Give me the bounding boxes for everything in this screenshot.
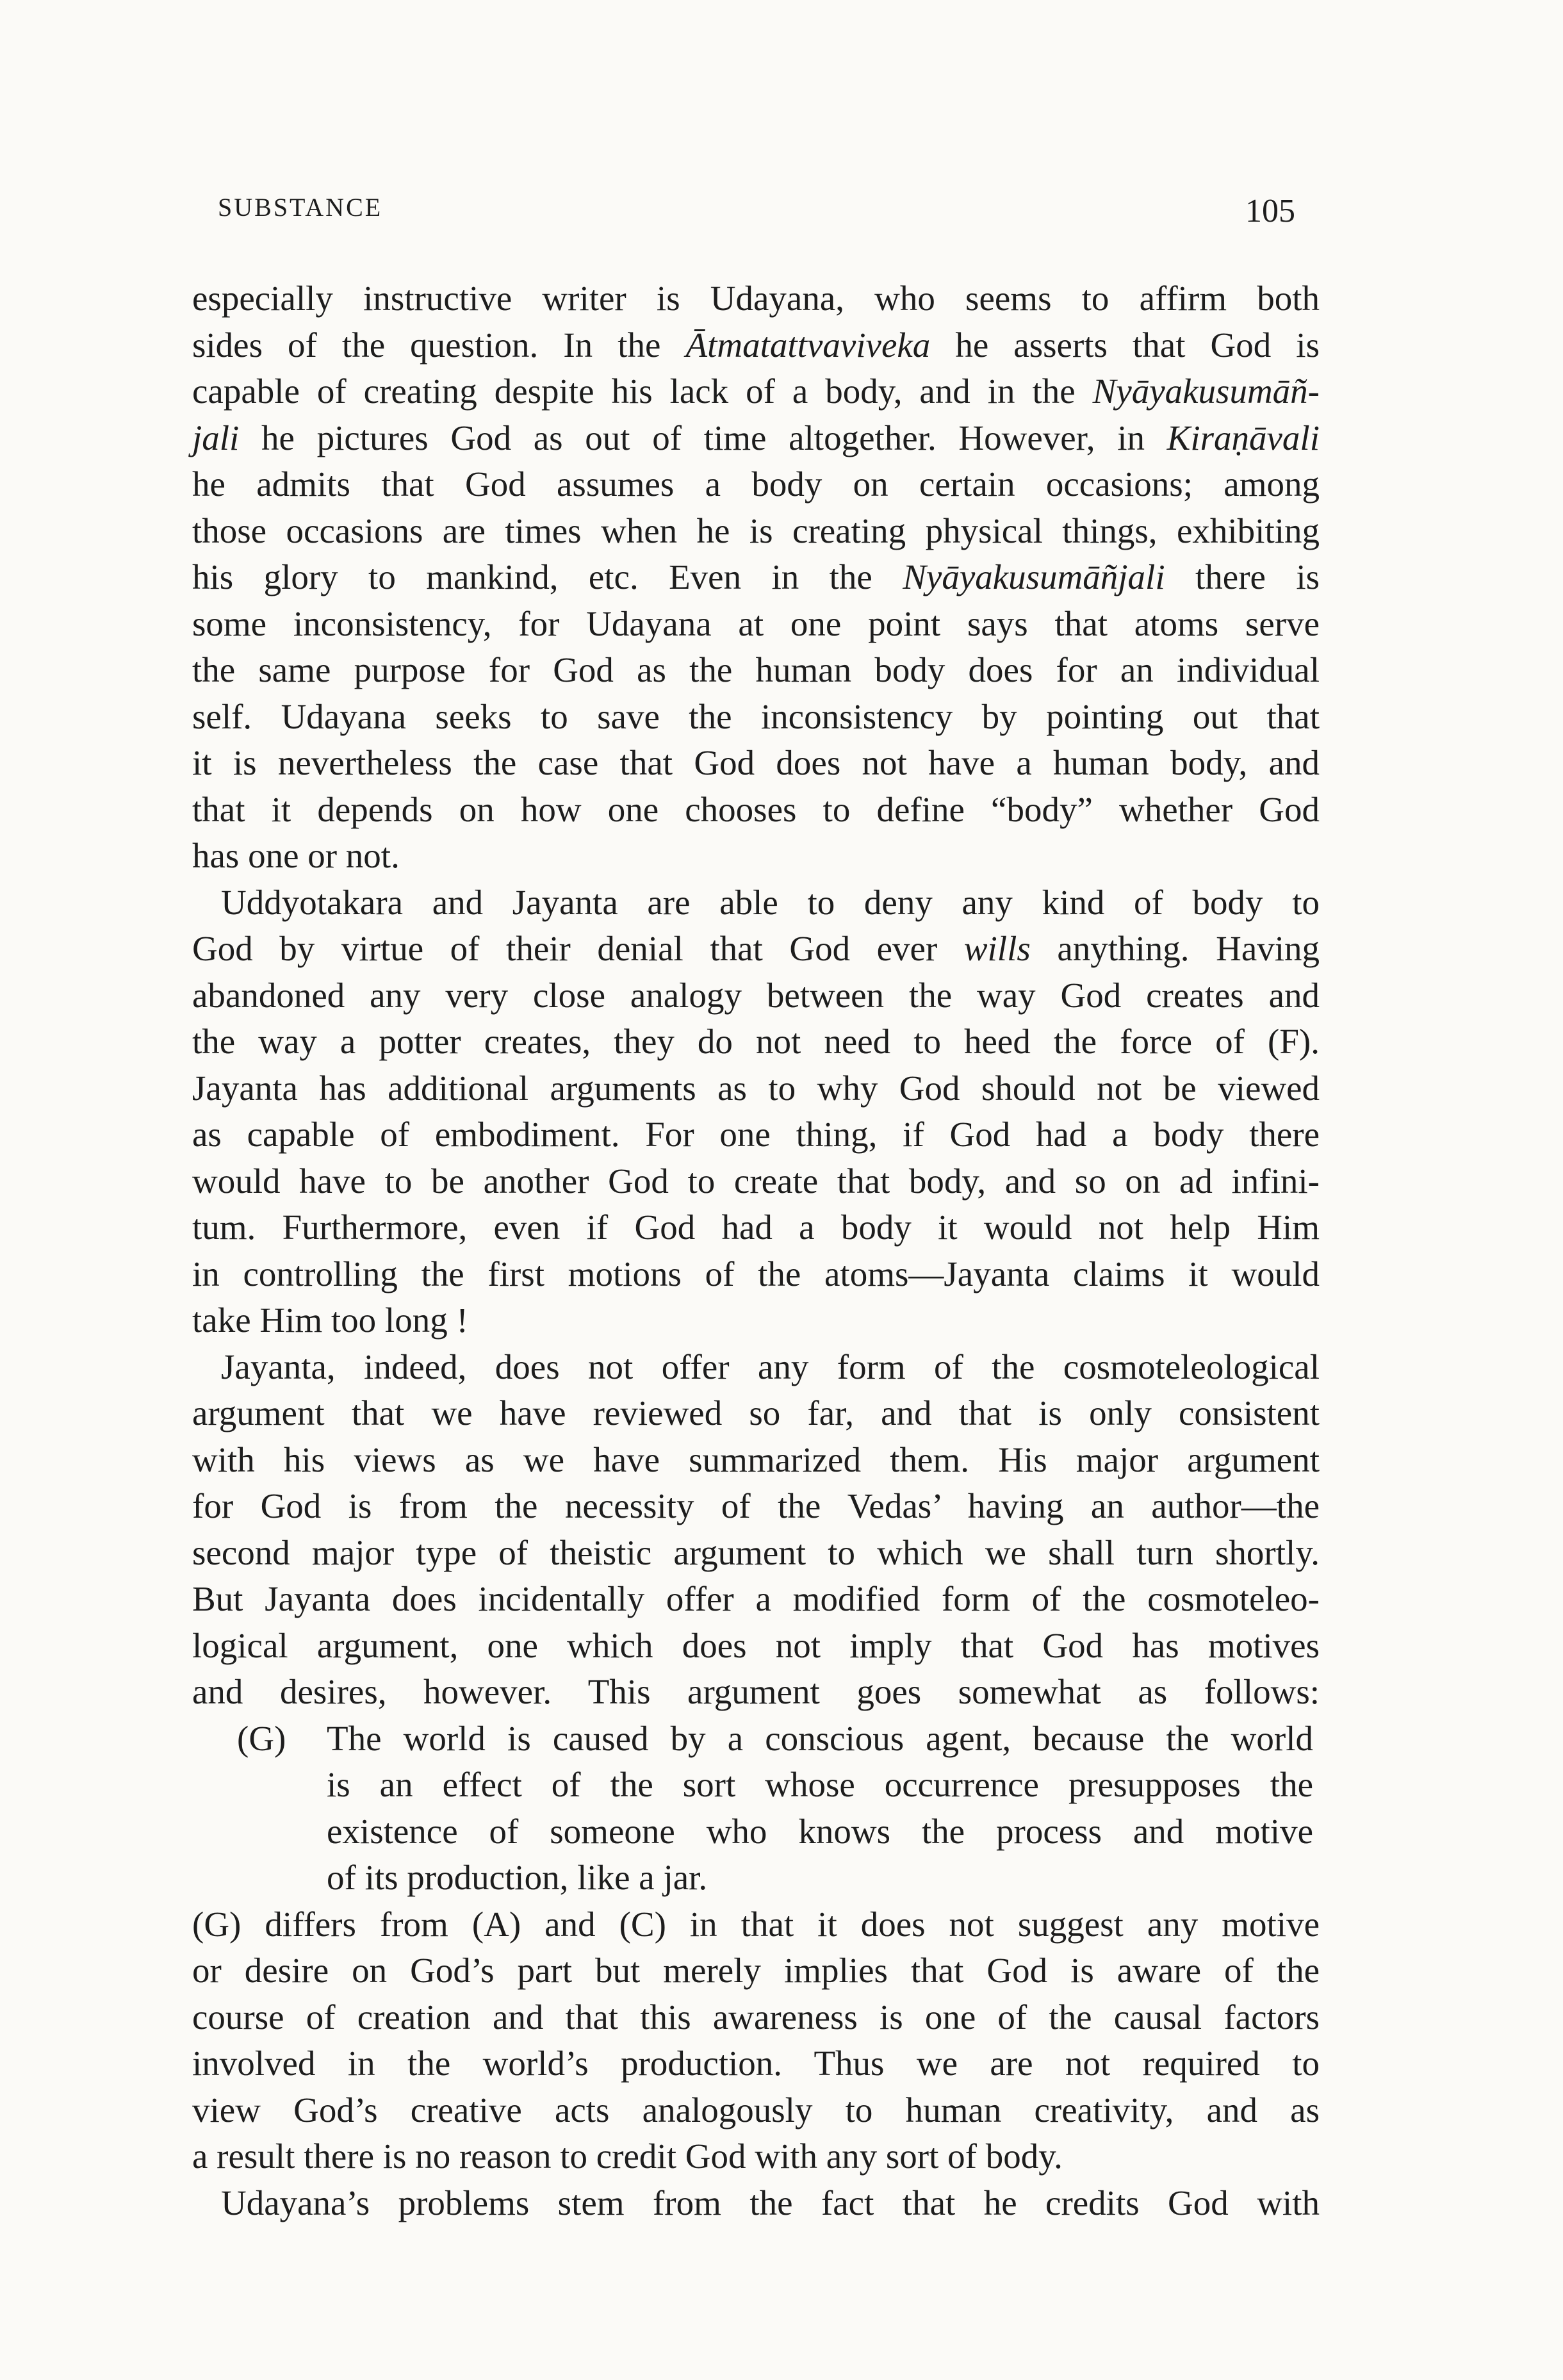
text-run: sides of the question. In the	[192, 325, 686, 365]
text-line: of its production, like a jar.	[327, 1858, 708, 1897]
text-run: his glory to mankind, etc. Even in the	[192, 557, 903, 596]
paragraph-1	[192, 275, 1320, 880]
text-line: would have to be another God to create that body, and so on ad infini-	[192, 1161, 1320, 1201]
text-line: take Him too long !	[192, 1301, 468, 1340]
text-run: capable of creating despite his lack of a body, and in the	[192, 372, 1093, 411]
text-line: with his views as we have summarized them. His major argument	[192, 1440, 1320, 1479]
text-line: logical argument, one which does not imply that God has motives	[192, 1625, 1320, 1665]
text-line	[192, 322, 1320, 369]
text-line: argument that we have reviewed so far, and that is only consistent	[192, 1393, 1320, 1432]
text-line: a result there is no reason to credit God with any sort of body.	[192, 2137, 1063, 2176]
text-run: he pictures God as out of time altogether. However, in	[239, 418, 1167, 457]
paragraph-5	[192, 2180, 1320, 2227]
text-line	[192, 926, 1320, 973]
text-line: tum. Furthermore, even if God had a body it would not help Him	[192, 1208, 1320, 1247]
text-line: second major type of theistic argument to which we shall turn shortly.	[192, 1532, 1320, 1572]
text-run: he asserts that God is	[930, 325, 1320, 365]
body-text	[192, 275, 1320, 2226]
text-line: especially instructive writer is Udayana, who seems to affirm both	[192, 279, 1320, 318]
paragraph-4	[192, 1901, 1320, 2180]
text-line: it is nevertheless the case that God does not have a human body, and	[192, 743, 1320, 782]
text-line: and desires, however. This argument goes somewhat as follows:	[192, 1672, 1320, 1711]
text-line: in controlling the first motions of the atoms—Jayanta claims it would	[192, 1254, 1320, 1293]
running-head: SUBSTANCE	[218, 193, 383, 222]
text-run: God by virtue of their denial that God ever	[192, 929, 964, 968]
text-line: view God’s creative acts analogously to human creativity, and as	[192, 2090, 1320, 2130]
page-number: 105	[1245, 193, 1295, 229]
text-line: the same purpose for God as the human body does for an individual	[192, 650, 1320, 689]
text-line	[192, 368, 1320, 415]
text-line: The world is caused by a conscious agent, because the world	[327, 1718, 1313, 1758]
paragraph-3	[192, 1344, 1320, 1716]
text-line: some inconsistency, for Udayana at one point says that atoms serve	[192, 603, 1320, 643]
text-line: existence of someone who knows the process and motive	[327, 1811, 1313, 1851]
argument-g	[192, 1716, 1320, 1901]
text-line: Jayanta, indeed, does not offer any form of the cosmoteleological	[221, 1347, 1320, 1386]
text-line: But Jayanta does incidentally offer a modified form of the cosmoteleo-	[192, 1579, 1320, 1618]
text-line: as capable of embodiment. For one thing, if God had a body there	[192, 1115, 1320, 1154]
argument-label: (G)	[237, 1718, 286, 1758]
text-line: (G) differs from (A) and (C) in that it does not suggest any motive	[192, 1904, 1320, 1944]
text-line: Jayanta has additional arguments as to why God should not be viewed	[192, 1068, 1320, 1108]
text-line: he admits that God assumes a body on certain occasions; among	[192, 464, 1320, 504]
text-line: that it depends on how one chooses to define “body” whether God	[192, 789, 1320, 829]
text-line: for God is from the necessity of the Vedas’ having an author—the	[192, 1486, 1320, 1525]
text-line: Uddyotakara and Jayanta are able to deny any kind of body to	[221, 882, 1320, 922]
text-line: those occasions are times when he is creating physical things, exhibiting	[192, 511, 1320, 550]
work-title: jali	[192, 418, 240, 457]
text-line	[192, 554, 1320, 601]
text-line: has one or not.	[192, 836, 400, 875]
emphasis: wills	[963, 929, 1031, 968]
text-line: Udayana’s problems stem from the fact that he credits God with	[221, 2183, 1320, 2222]
text-run: there is	[1165, 557, 1320, 596]
work-title: Nyāyakusumāñ-	[1092, 372, 1320, 411]
work-title: Nyāyakusumāñjali	[903, 557, 1165, 596]
work-title: Kiraṇāvali	[1166, 418, 1320, 457]
text-line: course of creation and that this awareness is one of the causal factors	[192, 1997, 1320, 2037]
work-title: Ātmatattvaviveka	[685, 325, 931, 365]
text-line: is an effect of the sort whose occurrence presupposes the	[327, 1765, 1313, 1804]
text-line: the way a potter creates, they do not need to heed the force of (F).	[192, 1022, 1320, 1061]
text-line: involved in the world’s production. Thus we are not required to	[192, 2044, 1320, 2083]
text-line: abandoned any very close analogy between the way God creates and	[192, 975, 1320, 1015]
text-line	[192, 415, 1320, 462]
text-line: or desire on God’s part but merely implies that God is aware of the	[192, 1951, 1320, 1990]
text-run: anything. Having	[1030, 929, 1320, 968]
text-line: self. Udayana seeks to save the inconsistency by pointing out that	[192, 696, 1320, 736]
paragraph-2	[192, 880, 1320, 1344]
